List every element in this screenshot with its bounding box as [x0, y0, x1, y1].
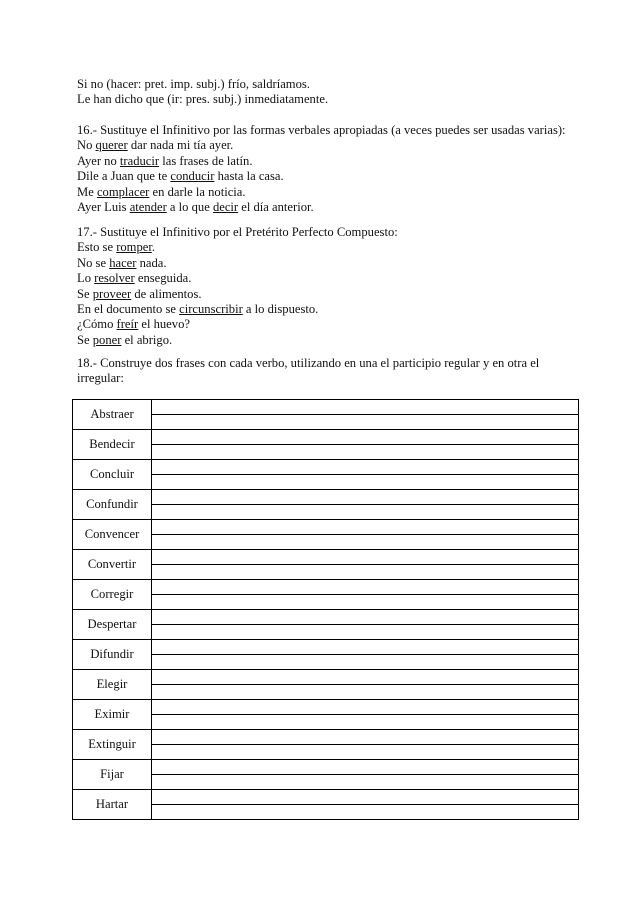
- sentence-text: dar nada mi tía ayer.: [127, 138, 234, 153]
- answer-cell: [152, 640, 579, 670]
- answer-line-regular: [152, 400, 578, 415]
- exercise-17-sentence: [77, 287, 597, 302]
- answer-cell: [152, 520, 579, 550]
- exercise-17-sentence: [77, 317, 597, 332]
- verb-label: Extinguir: [73, 730, 152, 760]
- answer-line-irregular: [152, 415, 578, 430]
- exercise-17-sentence: [77, 240, 597, 255]
- answer-cell: [152, 670, 579, 700]
- sentence-text: nada.: [136, 255, 167, 270]
- verb-row: [73, 670, 579, 700]
- answer-line-regular: [152, 490, 578, 505]
- verb-row: [73, 400, 579, 430]
- answer-cell: [152, 760, 579, 790]
- answer-line-regular: [152, 610, 578, 625]
- underlined-infinitive: traducir: [119, 153, 160, 168]
- sentence-text: el día anterior.: [238, 200, 314, 215]
- answer-line-irregular: [152, 445, 578, 460]
- sentence-text: el abrigo.: [121, 332, 173, 347]
- sentence-text: En el documento se: [77, 302, 180, 317]
- exercise-17-sentence: [77, 256, 597, 271]
- verb-label: Convencer: [73, 520, 152, 550]
- verb-row: [73, 640, 579, 670]
- answer-line-regular: [152, 670, 578, 685]
- exercise-17-sentences: [77, 240, 597, 348]
- verb-row: [73, 430, 579, 460]
- answer-line-regular: [152, 730, 578, 745]
- exercise-16-title: 16.- Sustituye el Infinitivo por las formas verbales apropiadas (a veces puedes ser usadas varias):: [77, 123, 566, 137]
- verb-row: [73, 610, 579, 640]
- verb-label: Abstraer: [73, 400, 152, 430]
- answer-line-irregular: [152, 655, 578, 670]
- exercise-17: [77, 225, 597, 348]
- sentence-text: a lo que: [166, 200, 213, 215]
- exercise-16-sentences: [77, 138, 597, 215]
- exercise-16-sentence: [77, 169, 597, 184]
- exercise-18-title-cont: irregular:: [77, 371, 124, 386]
- verb-row: [73, 700, 579, 730]
- sentence-text: en darle la noticia.: [149, 184, 246, 199]
- sentence-text: .: [151, 240, 156, 255]
- verb-label: Fijar: [73, 760, 152, 790]
- sentence-text: Se: [77, 332, 93, 347]
- underlined-infinitive: atender: [129, 200, 167, 215]
- verb-row: [73, 790, 579, 820]
- sentence-text: Ayer Luis: [77, 200, 130, 215]
- underlined-infinitive: circunscribir: [179, 302, 243, 317]
- answer-cell: [152, 460, 579, 490]
- answer-cell: [152, 610, 579, 640]
- answer-line-irregular: [152, 475, 578, 490]
- underlined-infinitive: freír: [116, 317, 139, 332]
- exercise-18-title: 18.- Construye dos frases con cada verbo, utilizando en una el participio regular y en otra el: [77, 356, 540, 370]
- exercise-17-sentence: [77, 271, 597, 286]
- verb-label: Despertar: [73, 610, 152, 640]
- exercise-16-sentence: [77, 200, 597, 215]
- exercise-16-sentence: [77, 138, 597, 153]
- intro-sentences: [77, 77, 597, 108]
- underlined-infinitive: querer: [95, 138, 128, 153]
- exercise-16-sentence: [77, 154, 597, 169]
- answer-line-regular: [152, 580, 578, 595]
- answer-line-regular: [152, 790, 578, 805]
- answer-line-irregular: [152, 595, 578, 610]
- answer-line-regular: [152, 700, 578, 715]
- answer-line-regular: [152, 640, 578, 655]
- sentence-text: Ayer no: [77, 153, 120, 168]
- answer-line-irregular: [152, 745, 578, 760]
- verb-label: Corregir: [73, 580, 152, 610]
- sentence-text: las frases de latín.: [159, 153, 253, 168]
- underlined-infinitive: hacer: [109, 255, 137, 270]
- sentence-text: Lo: [77, 271, 95, 286]
- verb-label: Concluir: [73, 460, 152, 490]
- answer-line-regular: [152, 460, 578, 475]
- verb-table: [72, 399, 579, 820]
- answer-cell: [152, 580, 579, 610]
- sentence-text: de alimentos.: [131, 286, 202, 301]
- verb-row: [73, 520, 579, 550]
- sentence-text: Dile a Juan que te: [77, 169, 171, 184]
- verb-label: Elegir: [73, 670, 152, 700]
- sentence-text: ¿Cómo: [77, 317, 117, 332]
- verb-label: Difundir: [73, 640, 152, 670]
- answer-cell: [152, 700, 579, 730]
- exercise-16: [77, 123, 597, 215]
- sentence-text: a lo dispuesto.: [242, 302, 319, 317]
- sentence-text: hasta la casa.: [214, 169, 284, 184]
- answer-line-irregular: [152, 775, 578, 790]
- answer-line-irregular: [152, 715, 578, 730]
- answer-line-regular: [152, 760, 578, 775]
- exercise-17-sentence: [77, 302, 597, 317]
- sentence-text: No: [77, 138, 96, 153]
- underlined-infinitive: romper: [116, 240, 152, 255]
- answer-line-irregular: [152, 625, 578, 640]
- sentence-text: Se: [77, 286, 93, 301]
- answer-line-regular: [152, 550, 578, 565]
- sentence-text: enseguida.: [134, 271, 192, 286]
- answer-cell: [152, 790, 579, 820]
- answer-line-regular: [152, 520, 578, 535]
- verb-label: Convertir: [73, 550, 152, 580]
- verb-label: Hartar: [73, 790, 152, 820]
- exercise-16-sentence: [77, 185, 597, 200]
- exercise-17-title: 17.- Sustituye el Infinitivo por el Pretérito Perfecto Compuesto:: [77, 225, 398, 239]
- underlined-infinitive: conducir: [170, 169, 215, 184]
- answer-cell: [152, 730, 579, 760]
- verb-row: [73, 460, 579, 490]
- verb-row: [73, 580, 579, 610]
- exercise-17-sentence: [77, 333, 597, 348]
- underlined-infinitive: decir: [212, 200, 239, 215]
- verb-label: Eximir: [73, 700, 152, 730]
- answer-line-irregular: [152, 505, 578, 520]
- underlined-infinitive: proveer: [92, 286, 132, 301]
- answer-cell: [152, 400, 579, 430]
- underlined-infinitive: resolver: [94, 271, 135, 286]
- answer-cell: [152, 430, 579, 460]
- verb-row: [73, 730, 579, 760]
- answer-line-irregular: [152, 565, 578, 580]
- answer-line-irregular: [152, 535, 578, 550]
- exercise-18: [77, 356, 597, 387]
- verb-row: [73, 490, 579, 520]
- underlined-infinitive: poner: [92, 332, 122, 347]
- answer-line-irregular: [152, 685, 578, 700]
- sentence-text: el huevo?: [138, 317, 190, 332]
- answer-cell: [152, 490, 579, 520]
- answer-cell: [152, 550, 579, 580]
- intro-line: Le han dicho que (ir: pres. subj.) inmediatamente.: [77, 92, 329, 107]
- sentence-text: Esto se: [77, 240, 117, 255]
- verb-label: Bendecir: [73, 430, 152, 460]
- verb-row: [73, 760, 579, 790]
- underlined-infinitive: complacer: [96, 184, 150, 199]
- verb-row: [73, 550, 579, 580]
- verb-label: Confundir: [73, 490, 152, 520]
- answer-line-regular: [152, 430, 578, 445]
- sentence-text: No se: [77, 255, 110, 270]
- answer-line-irregular: [152, 805, 578, 820]
- sentence-text: Me: [77, 184, 97, 199]
- intro-line: Si no (hacer: pret. imp. subj.) frío, saldríamos.: [77, 77, 310, 91]
